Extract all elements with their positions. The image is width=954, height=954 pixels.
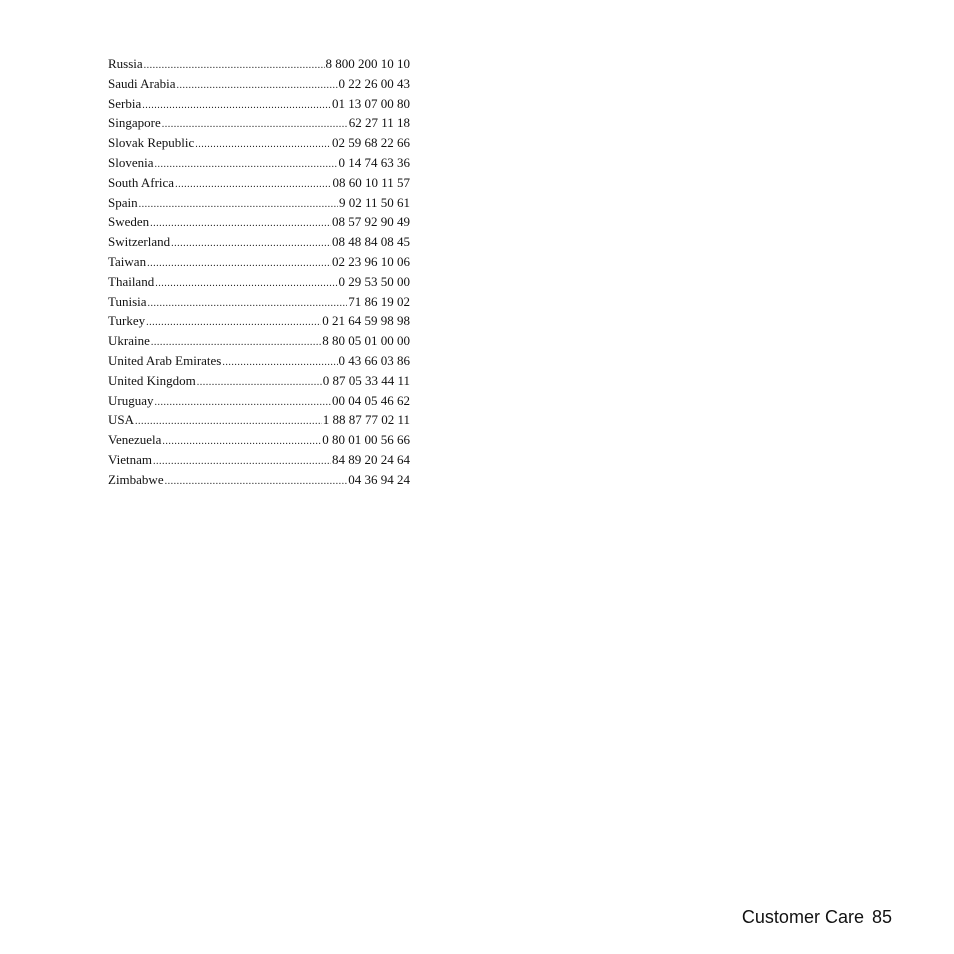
country-name: Sweden	[108, 214, 150, 230]
dot-leader	[165, 473, 348, 491]
contact-row	[108, 451, 410, 471]
country-name: Turkey	[108, 313, 146, 329]
phone-number: 0 87 05 33 44 11	[322, 372, 410, 388]
contact-row	[108, 253, 410, 273]
phone-number: 71 86 19 02	[348, 293, 410, 309]
dot-leader	[197, 374, 322, 392]
contact-row	[108, 431, 410, 451]
country-name: Switzerland	[108, 234, 171, 250]
phone-number: 62 27 11 18	[348, 115, 410, 131]
dot-leader	[150, 215, 331, 233]
contact-row	[108, 134, 410, 154]
dot-leader	[142, 97, 331, 115]
dot-leader	[135, 413, 322, 431]
dot-leader	[148, 295, 348, 313]
phone-number: 08 48 84 08 45	[332, 234, 410, 250]
dot-leader	[139, 196, 338, 214]
dot-leader	[155, 275, 337, 293]
dot-leader	[144, 57, 325, 75]
dot-leader	[162, 116, 348, 134]
phone-number: 9 02 11 50 61	[338, 194, 410, 210]
phone-number: 08 60 10 11 57	[332, 174, 410, 190]
country-name: Tunisia	[108, 293, 147, 309]
phone-number: 0 43 66 03 86	[338, 352, 410, 368]
dot-leader	[195, 136, 331, 154]
country-name: Uruguay	[108, 392, 154, 408]
dot-leader	[175, 176, 331, 194]
dot-leader	[155, 394, 332, 412]
country-name: USA	[108, 412, 135, 428]
phone-number: 1 88 87 77 02 11	[322, 412, 410, 428]
phone-number: 00 04 05 46 62	[332, 392, 410, 408]
phone-number: 08 57 92 90 49	[332, 214, 410, 230]
contact-row	[108, 293, 410, 313]
contact-row	[108, 392, 410, 412]
country-name: Vietnam	[108, 451, 152, 467]
phone-number: 84 89 20 24 64	[332, 451, 410, 467]
phone-number: 01 13 07 00 80	[332, 95, 410, 111]
contact-row	[108, 372, 410, 392]
contact-row	[108, 154, 410, 174]
contact-row	[108, 411, 410, 431]
contact-row	[108, 352, 410, 372]
dot-leader	[177, 77, 338, 95]
country-name: Singapore	[108, 115, 161, 131]
dot-leader	[171, 235, 331, 253]
phone-number: 8 800 200 10 10	[325, 56, 410, 71]
contact-row	[108, 55, 410, 75]
phone-number: 0 29 53 50 00	[338, 273, 410, 289]
dot-leader	[151, 334, 321, 352]
phone-number: 02 23 96 10 06	[332, 253, 410, 269]
country-name: Venezuela	[108, 432, 162, 448]
country-name: Russia	[108, 56, 143, 71]
phone-number: 0 22 26 00 43	[338, 75, 410, 91]
country-name: Slovak Republic	[108, 135, 195, 151]
phone-number: 0 80 01 00 56 66	[322, 432, 410, 448]
country-name: Spain	[108, 194, 138, 210]
footer-section-title: Customer Care	[741, 907, 864, 927]
country-name: Saudi Arabia	[108, 75, 176, 91]
phone-number: 8 80 05 01 00 00	[322, 333, 410, 349]
footer-page-number: 85	[871, 907, 892, 927]
dot-leader	[153, 453, 331, 471]
contact-row	[108, 194, 410, 214]
contact-row	[108, 312, 410, 332]
dot-leader	[147, 255, 331, 273]
dot-leader	[146, 314, 321, 332]
phone-number: 0 21 64 59 98 98	[322, 313, 410, 329]
country-name: Thailand	[108, 273, 155, 289]
country-name: United Arab Emirates	[108, 352, 222, 368]
country-name: Zimbabwe	[108, 471, 164, 487]
contact-row	[108, 233, 410, 253]
country-name: Ukraine	[108, 333, 150, 349]
phone-number: 04 36 94 24	[348, 471, 410, 487]
phone-number: 02 59 68 22 66	[332, 135, 410, 151]
country-name: Taiwan	[108, 253, 147, 269]
dot-leader	[155, 156, 338, 174]
dot-leader	[162, 433, 321, 451]
contact-row	[108, 332, 410, 352]
country-name: South Africa	[108, 174, 175, 190]
contact-row	[108, 95, 410, 115]
contact-row	[108, 471, 410, 491]
country-name: Slovenia	[108, 154, 154, 170]
customer-care-phone-list	[108, 55, 410, 491]
page-footer	[742, 907, 892, 928]
contact-row	[108, 273, 410, 293]
contact-row	[108, 75, 410, 95]
country-name: Serbia	[108, 95, 142, 111]
contact-row	[108, 114, 410, 134]
dot-leader	[222, 354, 337, 372]
country-name: United Kingdom	[108, 372, 196, 388]
phone-number: 0 14 74 63 36	[338, 154, 410, 170]
contact-row	[108, 174, 410, 194]
contact-row	[108, 213, 410, 233]
